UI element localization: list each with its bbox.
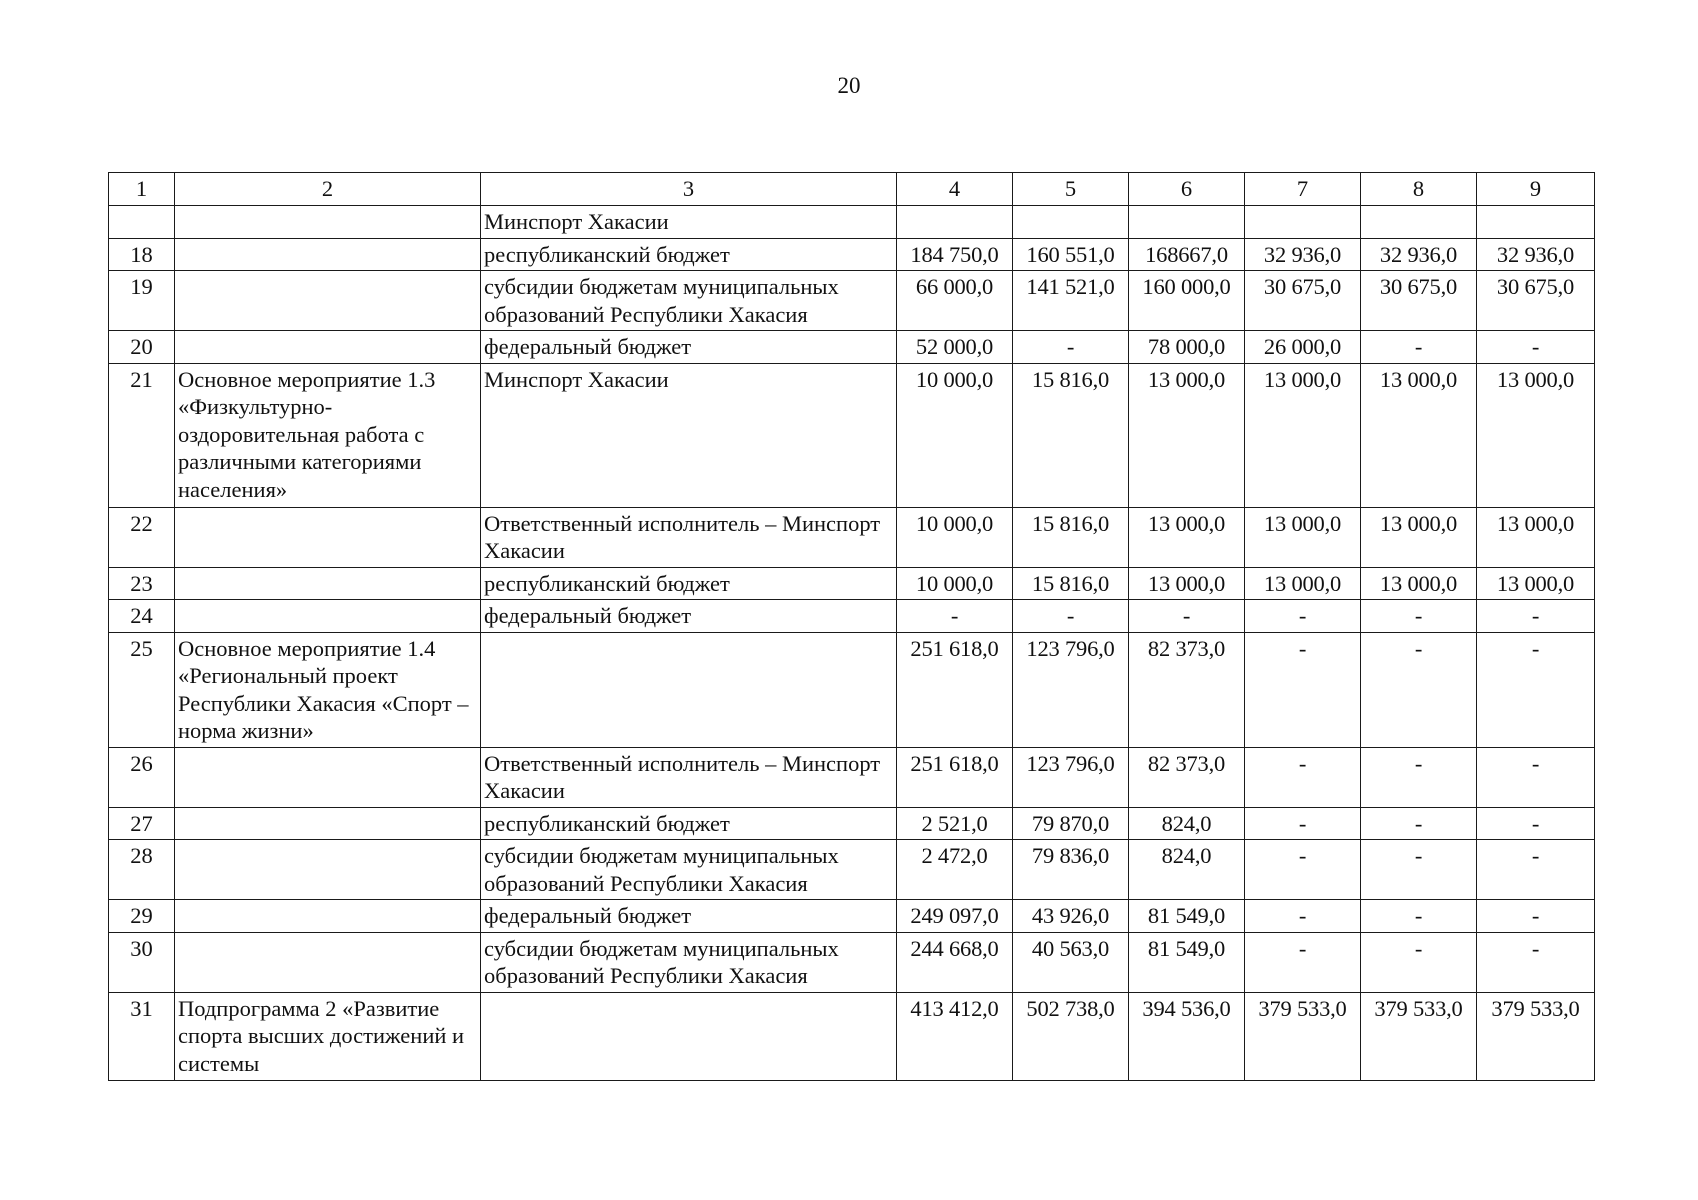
- funding-source-cell: федеральный бюджет: [481, 331, 897, 364]
- amount-cell: 15 816,0: [1013, 567, 1129, 600]
- table-row: [109, 932, 1595, 992]
- row-number-cell: 23: [109, 567, 175, 600]
- amount-cell: 66 000,0: [897, 271, 1013, 331]
- amount-cell: 249 097,0: [897, 900, 1013, 933]
- amount-cell: 30 675,0: [1361, 271, 1477, 331]
- program-name-cell: Основное мероприятие 1.4 «Региональный проект Республики Хакасия «Спорт – норма жизни»: [175, 632, 481, 747]
- column-number-header: 5: [1013, 173, 1129, 206]
- table-row: [109, 840, 1595, 900]
- funding-source-cell: [481, 632, 897, 747]
- row-number-cell: 30: [109, 932, 175, 992]
- program-name-cell: [175, 238, 481, 271]
- amount-cell: -: [1361, 932, 1477, 992]
- funding-source-cell: Минспорт Хакасии: [481, 363, 897, 507]
- amount-cell: 43 926,0: [1013, 900, 1129, 933]
- amount-cell: -: [1129, 600, 1245, 633]
- program-name-cell: [175, 932, 481, 992]
- row-number-cell: 27: [109, 807, 175, 840]
- amount-cell: 2 521,0: [897, 807, 1013, 840]
- amount-cell: 379 533,0: [1361, 992, 1477, 1080]
- amount-cell: -: [1245, 600, 1361, 633]
- column-number-header: 2: [175, 173, 481, 206]
- amount-cell: 379 533,0: [1245, 992, 1361, 1080]
- table-row: [109, 807, 1595, 840]
- row-number-cell: 22: [109, 507, 175, 567]
- program-name-cell: [175, 507, 481, 567]
- amount-cell: 2 472,0: [897, 840, 1013, 900]
- amount-cell: 26 000,0: [1245, 331, 1361, 364]
- amount-cell: [1245, 206, 1361, 239]
- table-row: [109, 600, 1595, 633]
- funding-source-cell: субсидии бюджетам муниципальных образований Республики Хакасия: [481, 271, 897, 331]
- amount-cell: 160 000,0: [1129, 271, 1245, 331]
- amount-cell: 13 000,0: [1245, 507, 1361, 567]
- program-name-cell: [175, 807, 481, 840]
- column-number-header: 6: [1129, 173, 1245, 206]
- amount-cell: 13 000,0: [1129, 507, 1245, 567]
- funding-source-cell: федеральный бюджет: [481, 900, 897, 933]
- column-number-header: 9: [1477, 173, 1595, 206]
- amount-cell: -: [1245, 632, 1361, 747]
- amount-cell: -: [1245, 840, 1361, 900]
- funding-source-cell: Ответственный исполнитель – Минспорт Хакасии: [481, 747, 897, 807]
- amount-cell: -: [1013, 331, 1129, 364]
- amount-cell: 123 796,0: [1013, 632, 1129, 747]
- amount-cell: -: [1361, 331, 1477, 364]
- amount-cell: -: [1361, 900, 1477, 933]
- amount-cell: [1477, 206, 1595, 239]
- column-number-header: 1: [109, 173, 175, 206]
- table-row: [109, 900, 1595, 933]
- funding-source-cell: федеральный бюджет: [481, 600, 897, 633]
- program-name-cell: [175, 271, 481, 331]
- table-header-row: [109, 173, 1595, 206]
- amount-cell: 82 373,0: [1129, 747, 1245, 807]
- row-number-cell: 18: [109, 238, 175, 271]
- amount-cell: -: [1361, 807, 1477, 840]
- amount-cell: 81 549,0: [1129, 932, 1245, 992]
- program-name-cell: [175, 900, 481, 933]
- program-name-cell: Подпрограмма 2 «Развитие спорта высших достижений и системы: [175, 992, 481, 1080]
- program-name-cell: [175, 206, 481, 239]
- amount-cell: [1129, 206, 1245, 239]
- table-row: [109, 632, 1595, 747]
- amount-cell: -: [1477, 807, 1595, 840]
- table-row: [109, 567, 1595, 600]
- amount-cell: 141 521,0: [1013, 271, 1129, 331]
- amount-cell: 15 816,0: [1013, 507, 1129, 567]
- funding-source-cell: [481, 992, 897, 1080]
- amount-cell: -: [1477, 632, 1595, 747]
- amount-cell: 52 000,0: [897, 331, 1013, 364]
- amount-cell: 79 836,0: [1013, 840, 1129, 900]
- row-number-cell: 20: [109, 331, 175, 364]
- amount-cell: 13 000,0: [1129, 567, 1245, 600]
- amount-cell: -: [1477, 600, 1595, 633]
- column-number-header: 7: [1245, 173, 1361, 206]
- amount-cell: 10 000,0: [897, 567, 1013, 600]
- amount-cell: 13 000,0: [1361, 363, 1477, 507]
- amount-cell: 168667,0: [1129, 238, 1245, 271]
- amount-cell: 13 000,0: [1477, 363, 1595, 507]
- amount-cell: 13 000,0: [1245, 567, 1361, 600]
- amount-cell: -: [1245, 747, 1361, 807]
- amount-cell: 30 675,0: [1245, 271, 1361, 331]
- table-row: [109, 271, 1595, 331]
- amount-cell: 413 412,0: [897, 992, 1013, 1080]
- amount-cell: 824,0: [1129, 807, 1245, 840]
- amount-cell: 32 936,0: [1361, 238, 1477, 271]
- amount-cell: -: [1477, 840, 1595, 900]
- row-number-cell: 28: [109, 840, 175, 900]
- row-number-cell: 24: [109, 600, 175, 633]
- funding-source-cell: республиканский бюджет: [481, 238, 897, 271]
- funding-source-cell: республиканский бюджет: [481, 567, 897, 600]
- table-body: [109, 206, 1595, 1081]
- amount-cell: 244 668,0: [897, 932, 1013, 992]
- amount-cell: 79 870,0: [1013, 807, 1129, 840]
- amount-cell: 82 373,0: [1129, 632, 1245, 747]
- amount-cell: 13 000,0: [1477, 507, 1595, 567]
- amount-cell: 13 000,0: [1245, 363, 1361, 507]
- amount-cell: -: [1477, 932, 1595, 992]
- amount-cell: [897, 206, 1013, 239]
- row-number-cell: 19: [109, 271, 175, 331]
- column-number-header: 3: [481, 173, 897, 206]
- amount-cell: 13 000,0: [1361, 567, 1477, 600]
- amount-cell: -: [1361, 632, 1477, 747]
- program-name-cell: [175, 600, 481, 633]
- amount-cell: -: [1245, 932, 1361, 992]
- amount-cell: 123 796,0: [1013, 747, 1129, 807]
- amount-cell: -: [1361, 747, 1477, 807]
- row-number-cell: 21: [109, 363, 175, 507]
- amount-cell: 30 675,0: [1477, 271, 1595, 331]
- row-number-cell: 31: [109, 992, 175, 1080]
- amount-cell: -: [1245, 807, 1361, 840]
- amount-cell: [1361, 206, 1477, 239]
- amount-cell: 502 738,0: [1013, 992, 1129, 1080]
- amount-cell: 78 000,0: [1129, 331, 1245, 364]
- amount-cell: -: [1361, 600, 1477, 633]
- amount-cell: 32 936,0: [1245, 238, 1361, 271]
- table-row: [109, 747, 1595, 807]
- amount-cell: -: [1245, 900, 1361, 933]
- table-row: [109, 331, 1595, 364]
- amount-cell: 40 563,0: [1013, 932, 1129, 992]
- amount-cell: -: [1361, 840, 1477, 900]
- amount-cell: 824,0: [1129, 840, 1245, 900]
- funding-source-cell: республиканский бюджет: [481, 807, 897, 840]
- funding-source-cell: субсидии бюджетам муниципальных образований Республики Хакасия: [481, 932, 897, 992]
- table-row: [109, 206, 1595, 239]
- program-name-cell: Основное мероприятие 1.3 «Физкультурно-оздоровительная работа с различными категориями населения»: [175, 363, 481, 507]
- funding-source-cell: Ответственный исполнитель – Минспорт Хакасии: [481, 507, 897, 567]
- table-row: [109, 507, 1595, 567]
- row-number-cell: [109, 206, 175, 239]
- amount-cell: -: [1477, 747, 1595, 807]
- amount-cell: 32 936,0: [1477, 238, 1595, 271]
- amount-cell: -: [1477, 900, 1595, 933]
- program-name-cell: [175, 331, 481, 364]
- amount-cell: 13 000,0: [1477, 567, 1595, 600]
- amount-cell: -: [1477, 331, 1595, 364]
- funding-source-cell: Минспорт Хакасии: [481, 206, 897, 239]
- table-row: [109, 363, 1595, 507]
- amount-cell: 379 533,0: [1477, 992, 1595, 1080]
- column-number-header: 4: [897, 173, 1013, 206]
- amount-cell: -: [897, 600, 1013, 633]
- amount-cell: 394 536,0: [1129, 992, 1245, 1080]
- amount-cell: 13 000,0: [1361, 507, 1477, 567]
- amount-cell: -: [1013, 600, 1129, 633]
- amount-cell: 15 816,0: [1013, 363, 1129, 507]
- amount-cell: 81 549,0: [1129, 900, 1245, 933]
- table-row: [109, 238, 1595, 271]
- table-row: [109, 992, 1595, 1080]
- amount-cell: [1013, 206, 1129, 239]
- amount-cell: 160 551,0: [1013, 238, 1129, 271]
- funding-source-cell: субсидии бюджетам муниципальных образований Республики Хакасия: [481, 840, 897, 900]
- row-number-cell: 26: [109, 747, 175, 807]
- amount-cell: 13 000,0: [1129, 363, 1245, 507]
- program-name-cell: [175, 840, 481, 900]
- amount-cell: 251 618,0: [897, 747, 1013, 807]
- column-number-header: 8: [1361, 173, 1477, 206]
- amount-cell: 10 000,0: [897, 363, 1013, 507]
- amount-cell: 184 750,0: [897, 238, 1013, 271]
- program-name-cell: [175, 567, 481, 600]
- program-name-cell: [175, 747, 481, 807]
- row-number-cell: 25: [109, 632, 175, 747]
- amount-cell: 10 000,0: [897, 507, 1013, 567]
- amount-cell: 251 618,0: [897, 632, 1013, 747]
- budget-table: [108, 172, 1595, 1081]
- row-number-cell: 29: [109, 900, 175, 933]
- page-number: 20: [837, 73, 861, 98]
